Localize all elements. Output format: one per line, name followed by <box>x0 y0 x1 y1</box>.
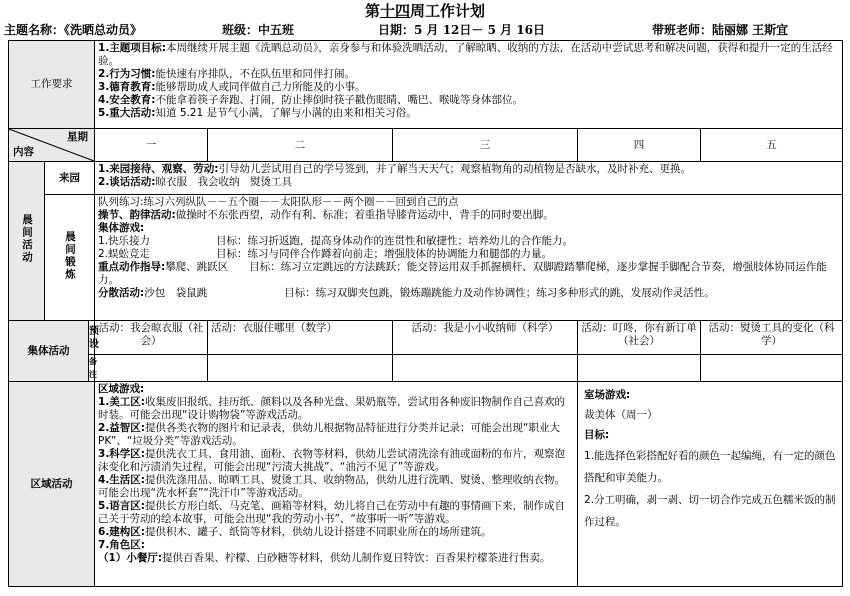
zone-label: 区域活动 <box>30 477 73 490</box>
exercise-content <box>95 195 843 321</box>
title-suffix: 周工作计划 <box>410 2 486 20</box>
plan-fri: 活动：熨烫工具的变化（科学） <box>701 321 843 355</box>
zone-item-text: 提供洗涤用品、晾晒工具、熨烫工具、收纳物品，供幼儿进行洗晒、熨烫、整理收纳衣物。可能会出现“洗水杯套”“洗汗巾”等游戏活动。 <box>98 474 566 499</box>
plan-table <box>8 40 843 587</box>
arrive-item-head: 1.来园接待、观察、劳动: <box>98 163 219 175</box>
class-name: 班级：中五班 <box>222 23 295 37</box>
zone-item-head: 6.建构区: <box>98 526 146 538</box>
work-item-head: 4.安全教育: <box>98 94 156 106</box>
plan-thu: 活动：叮咚，你有新订单（社会） <box>578 321 701 355</box>
formation-practice: 队列练习:练习六列纵队－－五个圈－－太阳队形－－两个圈－－回到自己的点 <box>98 196 459 208</box>
zone-item-head: 3.科学区: <box>98 448 146 460</box>
zone-item-text: 提供积木、罐子、纸筒等材料，供幼儿设计搭建不同职业所在的场所建筑。 <box>145 526 492 538</box>
exercise-label: 晨间锻炼 <box>64 230 76 281</box>
outdoor-goal: 1.能选择色彩搭配好看的颜色一起编绳，有一定的颜色搭配和审美能力。 <box>584 450 836 484</box>
work-item-text: 不能拿着筷子奔跑、打闹，防止摔倒时筷子戳伤眼睛、嘴巴、喉咙等身体部位。 <box>155 94 524 106</box>
arrive-content <box>95 162 843 195</box>
day-header-mon: 一 <box>95 129 208 162</box>
work-item-head: 1.主题项目标: <box>98 42 167 54</box>
outdoor-game: 裁美体（周一） <box>584 409 658 421</box>
outdoor-head: 室场游戏: <box>584 389 631 401</box>
zone-head: 区域游戏: <box>98 383 145 395</box>
split-head: 分散活动: <box>98 287 145 299</box>
zone-item-text: 收集废旧报纸、挂历纸、颜料以及各种光盘、果奶瓶等，尝试用各种废旧物制作自己喜欢的时装。可能会出现“设计购物袋”等游戏活动。 <box>98 396 566 421</box>
zone-item-head: 2.益智区: <box>98 422 146 434</box>
plan-label: 预设 <box>89 325 99 350</box>
note-thu <box>578 355 701 382</box>
exercise-item-text: 做操时不东张西望，动作有利、标准；着重指导膝背运动中，背手的同时要出脚。 <box>175 209 554 221</box>
zone-item-head: （1）小餐厅: <box>98 552 163 564</box>
split-items: 沙包 袋鼠跳 <box>144 287 208 299</box>
zone-item-head: 5.语言区: <box>98 500 146 512</box>
arrive-item-text: 晾衣服 我会收纳 熨烫工具 <box>155 176 293 188</box>
zone-item-head: 4.生活区: <box>98 474 146 486</box>
outdoor-goal-head: 目标: <box>584 429 610 441</box>
work-item-head: 2.行为习惯: <box>98 68 156 80</box>
zone-item-head: 7.角色区: <box>98 539 146 551</box>
note-mon <box>95 355 208 382</box>
zone-item-text: 提供百香果、柠檬、白砂糖等材料，供幼儿制作夏日特饮：百香果柠檬茶进行售卖。 <box>162 552 551 564</box>
zone-item-text: 提供各类衣物的图片和记录表，供幼儿根据物品特征进行分类并记录；可能会出现“职业大PK”、“垃圾分类”等游戏活动。 <box>98 422 560 447</box>
game-goal: 目标：练习折返跑，提高身体动作的连贯性和敏捷性；培养幼儿的合作能力。 <box>216 235 574 247</box>
note-label-cell <box>89 355 95 382</box>
corner-weekday-label: 星期 <box>67 131 89 143</box>
focus-text: 攀爬、跳跃区 目标：练习立定跳远的方法跳跃；能交替运用双手抓握横杆、双脚蹬踏攀爬梯，逐步掌握手脚配合节奏，增强肢体协同运作能力。 <box>98 261 827 286</box>
plan-tue: 活动：衣服住哪里（数学） <box>208 321 393 355</box>
plan-label-cell <box>89 321 99 355</box>
week-number: 十四 <box>379 2 410 20</box>
note-tue <box>208 355 393 382</box>
work-item-head: 3.德育教育: <box>98 81 156 93</box>
work-item-text: 能快速有序排队，不在队伍里和同伴打闹。 <box>155 68 356 80</box>
corner-content-label: 内容 <box>13 146 34 158</box>
outdoor-games <box>578 382 843 587</box>
plan-info-bar <box>0 20 850 40</box>
corner-header <box>9 129 95 162</box>
arrive-label: 来园 <box>59 171 80 184</box>
exercise-item-head: 操节、韵律活动: <box>98 209 176 221</box>
zone-item-head: 1.美工区: <box>98 396 146 408</box>
page-title <box>0 0 850 22</box>
day-header-wed: 三 <box>393 129 578 162</box>
arrive-label-cell <box>45 162 95 195</box>
game-goal: 目标：练习与同伴合作蹲着向前走；增强肢体的协调能力和腿部的力量。 <box>216 248 553 260</box>
plan-wed: 活动：我是小小收纳师（科学） <box>393 321 578 355</box>
group-game-head: 集体游戏: <box>98 222 145 234</box>
work-item-text: 知道 5.21 是节气小满，了解与小满的由来和相关习俗。 <box>155 107 417 119</box>
zone-games <box>95 382 578 587</box>
morning-label-cell <box>9 162 45 321</box>
theme-name: 主题名称：《洗晒总动员》 <box>4 23 143 37</box>
outdoor-goal: 2.分工明确，剥一剥、切一切合作完成五色糯米饭的制作过程。 <box>584 494 836 528</box>
day-header-tue: 二 <box>208 129 393 162</box>
group-label: 集体活动 <box>27 344 70 357</box>
work-label: 工作要求 <box>30 78 73 90</box>
work-item-text: 本周继续开展主题《洗晒总动员》，亲身参与和体验洗晒活动，了解晾晒、收纳的方法，在活动中尝试思考和解决问题，获得和提升一定的生活经验。 <box>98 42 833 67</box>
group-label-cell <box>9 321 89 382</box>
arrive-item-head: 2.谈话活动: <box>98 176 156 188</box>
date-range: 日期：5 月 12日－ 5 月 16日 <box>378 23 545 37</box>
zone-label-cell <box>9 382 95 587</box>
work-item-text: 能够帮助成人或同伴做自己力所能及的小事。 <box>155 81 366 93</box>
day-header-thu: 四 <box>578 129 701 162</box>
morning-label: 晨间活动 <box>21 214 33 264</box>
day-header-fri: 五 <box>701 129 843 162</box>
game-name: 1.快乐接力 <box>98 235 151 247</box>
note-wed <box>393 355 578 382</box>
zone-item-text: 提供洗衣工具、食用油、面粉、衣物等材料，供幼儿尝试清洗涂有油或面粉的布片，观察泡沫变化和污渍消失过程，可能会出现“污渍大挑战”、“油污不见了”等游戏。 <box>98 448 566 473</box>
split-goal: 目标：练习双脚夹包跳，锻炼蹦跳能力及动作协调性；练习多种形式的跳，发展动作灵活性。 <box>284 287 715 299</box>
work-label-cell <box>9 41 95 129</box>
note-label: 备注 <box>89 357 97 379</box>
exercise-label-cell <box>45 195 95 321</box>
plan-mon: 活动：我会晾衣服（社会） <box>95 321 208 355</box>
game-name: 2.蜈蚣竞走 <box>98 248 151 260</box>
teachers: 带班老师：陆丽娜 王斯宜 <box>652 23 789 37</box>
title-prefix: 第 <box>364 2 380 20</box>
work-item-head: 5.重大活动: <box>98 107 156 119</box>
work-requirements <box>95 41 843 129</box>
note-fri <box>701 355 843 382</box>
focus-head: 重点动作指导: <box>98 261 166 273</box>
arrive-item-text: 引导幼儿尝试用自己的学号签到，并了解当天天气；观察植物角的动植物是否缺水，及时补充、更换。 <box>218 163 692 175</box>
zone-item-text: 提供长方形白纸、马克笔、画箱等材料，幼儿将自己在劳动中有趣的事情画下来，制作成自己关于劳动的绘本故事，可能会出现“我的劳动小书”、“故事听一听”等游戏。 <box>98 500 566 525</box>
